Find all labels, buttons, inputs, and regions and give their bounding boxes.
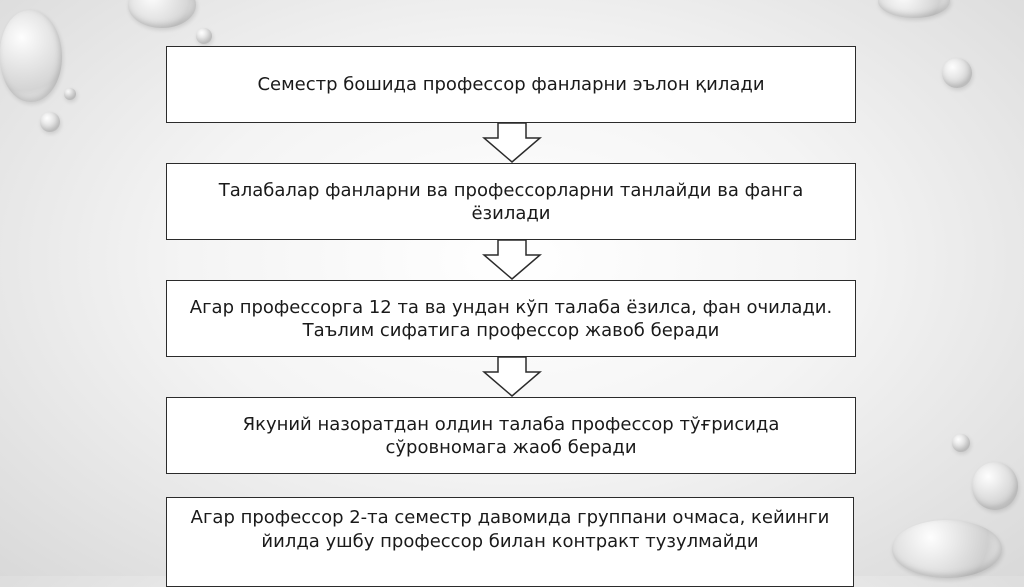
down-arrow-icon — [482, 122, 542, 164]
flow-note-text: Агар профессор 2-та семестр давомида группани очмаса, кейинги йилда ушбу профессор билан контракт тузулмайди — [190, 507, 830, 552]
water-drop-decoration — [64, 88, 76, 100]
water-drop-decoration — [878, 0, 950, 18]
water-drop-decoration — [972, 462, 1018, 510]
down-arrow-icon — [482, 239, 542, 281]
water-drop-decoration — [128, 0, 196, 28]
flow-step-2-text: Талабалар фанларни ва профессорларни танлайди ва фанга ёзилади — [218, 179, 804, 224]
flow-step-4 — [166, 397, 856, 474]
down-arrow-icon — [482, 356, 542, 398]
water-drop-decoration — [0, 10, 62, 102]
water-drop-decoration — [196, 28, 212, 44]
water-drop-decoration — [942, 58, 972, 88]
water-drop-decoration — [952, 434, 970, 452]
flow-step-3-text: Агар профессорга 12 та ва ундан кўп талаба ёзилса, фан очилади. Таълим сифатига профессор жавоб беради — [189, 296, 833, 341]
flow-step-4-text: Якуний назоратдан олдин талаба профессор тўғрисида сўровномага жаоб беради — [242, 413, 780, 458]
flow-note — [166, 497, 854, 587]
flow-step-2 — [166, 163, 856, 240]
water-drop-decoration — [40, 112, 60, 132]
flow-step-3 — [166, 280, 856, 357]
water-drop-decoration — [892, 520, 1002, 578]
flow-step-1-text: Семестр бошида профессор фанларни эълон қилади — [257, 74, 765, 95]
flow-step-1 — [166, 46, 856, 123]
